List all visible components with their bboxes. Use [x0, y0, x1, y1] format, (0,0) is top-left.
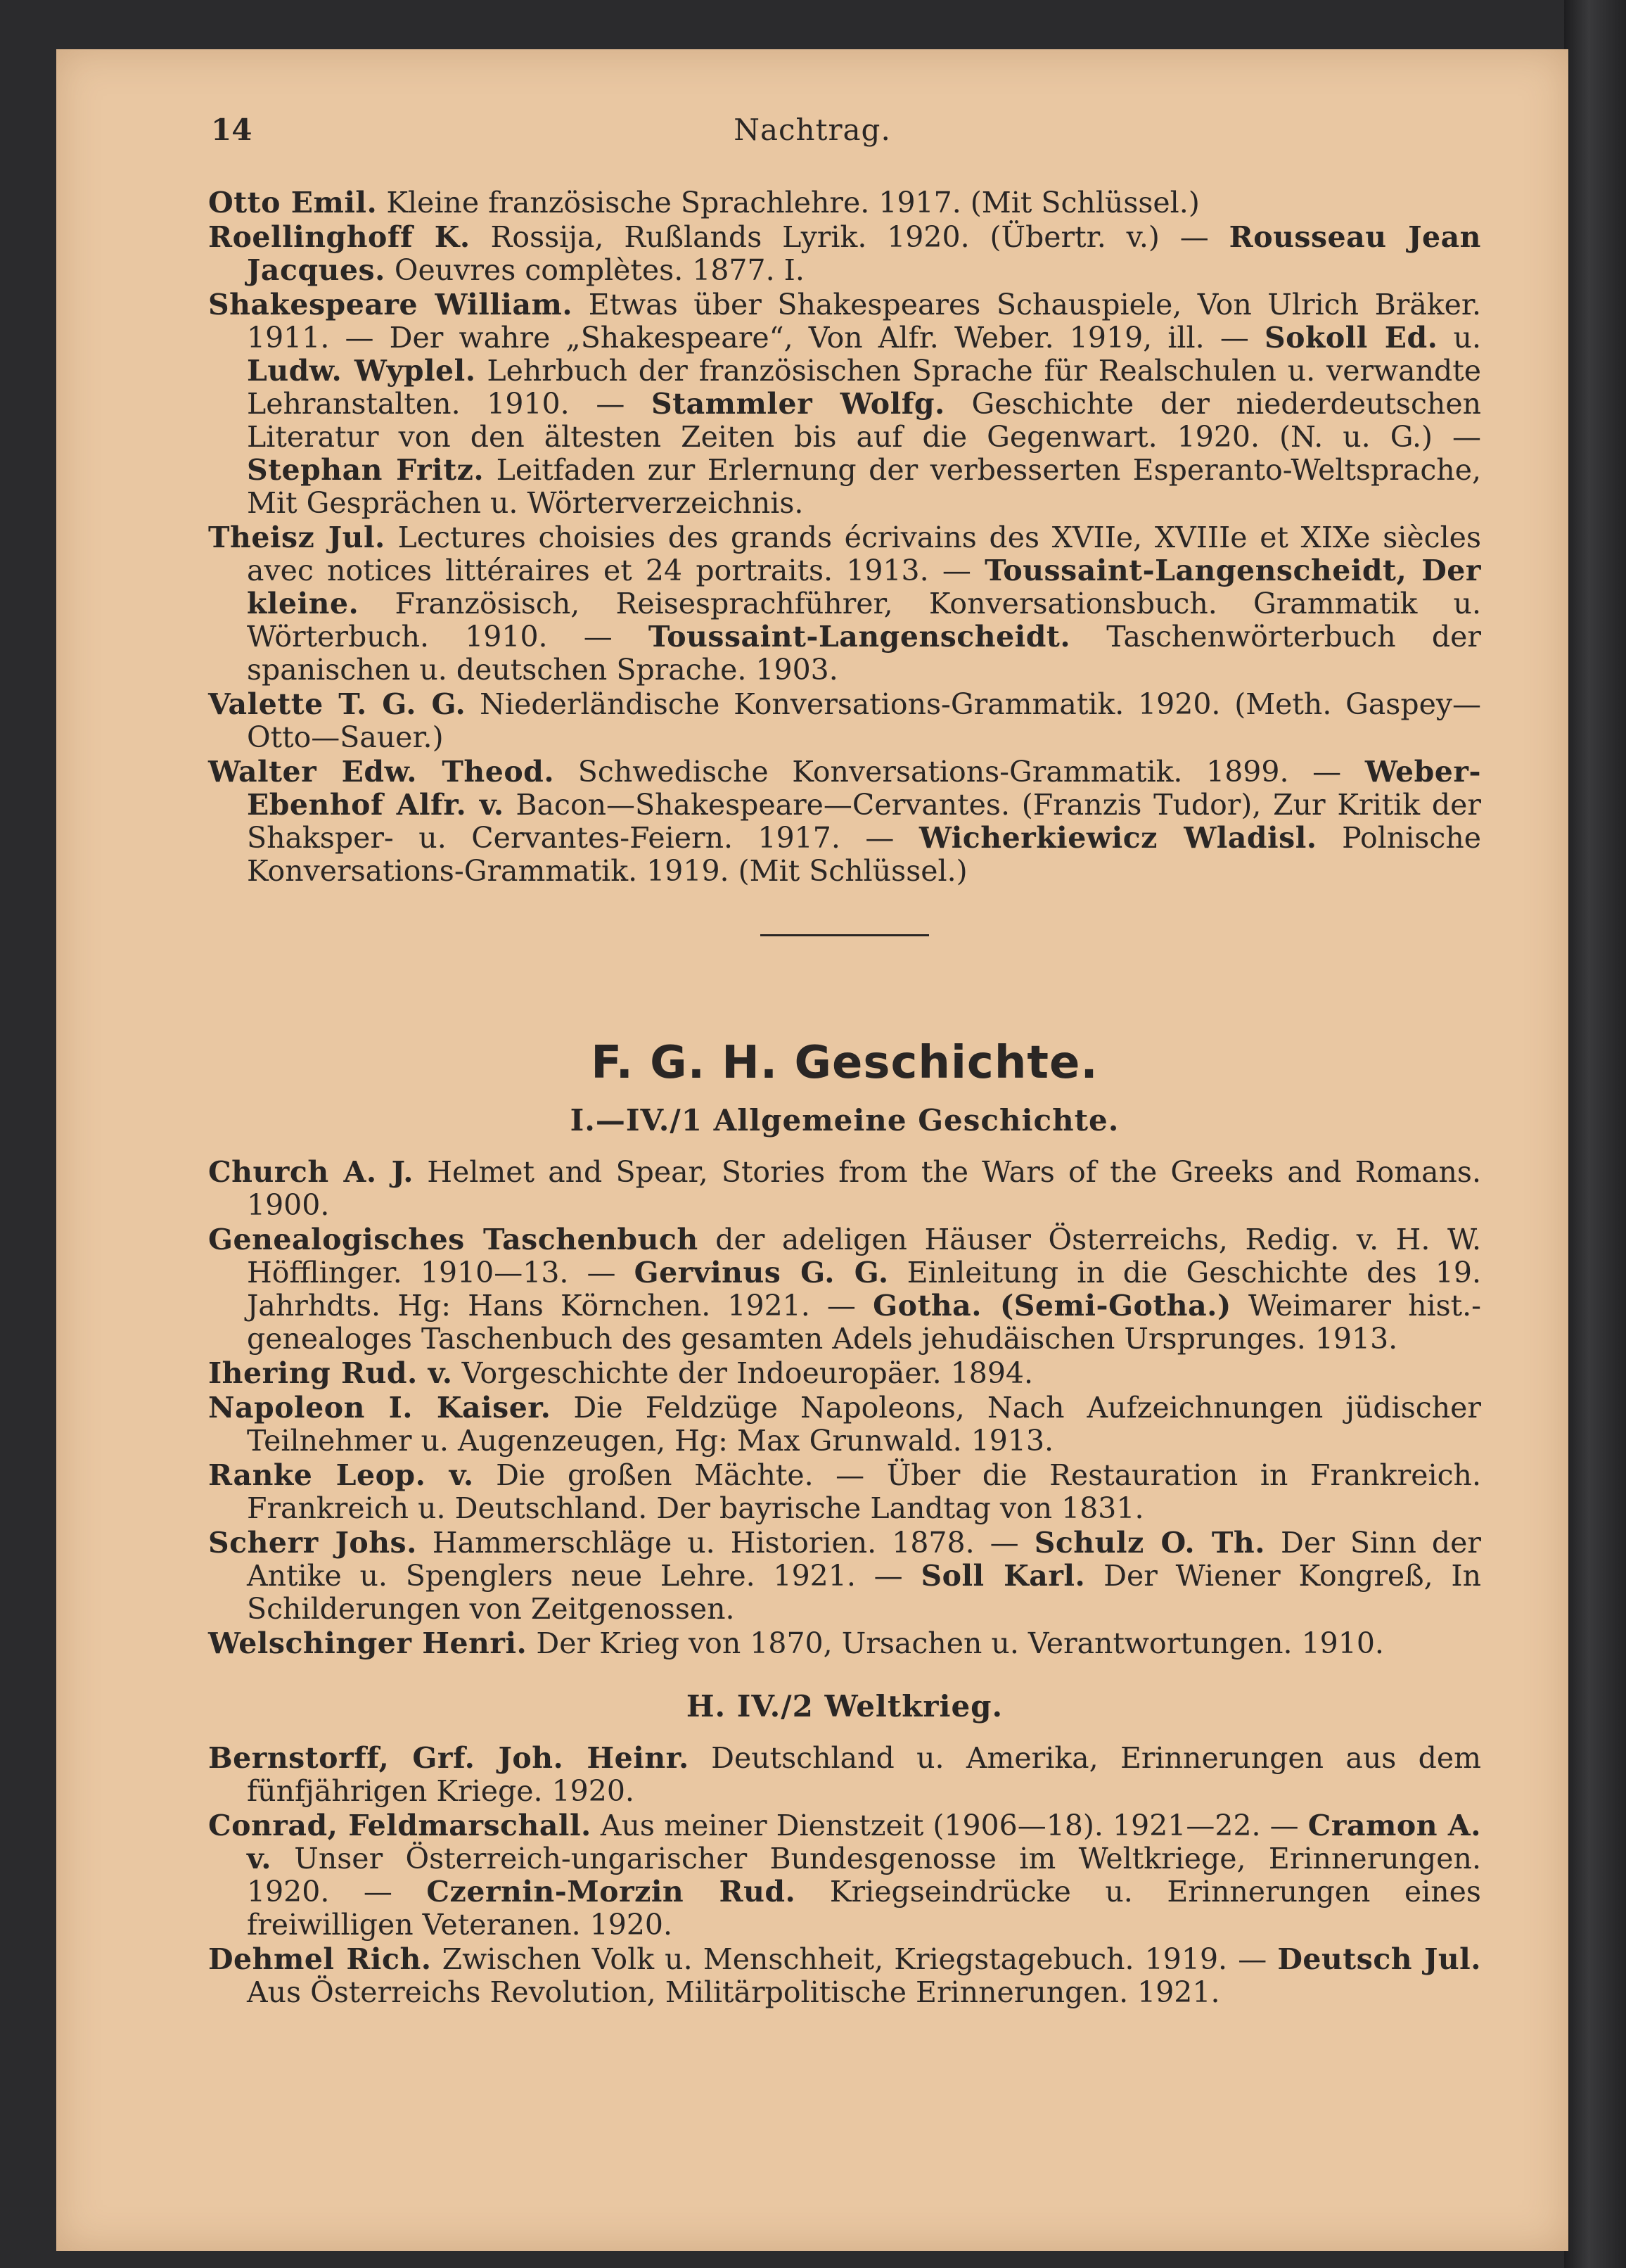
bibliography-entry	[208, 1156, 1481, 1222]
entry-text: Leitfaden zur Erlernung der verbesserten Esperanto-Weltsprache, Mit Gesprächen u. Wörterverzeichnis.	[247, 453, 1481, 520]
entry-text: Taschenwörterbuch der spanischen u. deutschen Sprache. 1903.	[247, 620, 1481, 687]
entry-text: Bacon—Shakespeare—Cervantes. (Franzis Tudor), Zur Kritik der Shaksper- u. Cervantes-Feiern. 1917. —	[247, 788, 1481, 855]
entry-author: Walter Edw. Theod.	[208, 755, 555, 789]
entry-text: Lehrbuch der französischen Sprache für Realschulen u. verwandte Lehranstalten. 1910. —	[247, 354, 1481, 421]
entry-author: Toussaint-Langenscheidt.	[648, 620, 1071, 654]
entry-author: Scherr Johs.	[208, 1526, 417, 1560]
entry-text: Aus meiner Dienstzeit (1906—18). 1921—22. —	[591, 1809, 1308, 1842]
entry-text: der adeligen Häuser Österreichs, Redig. v. H. W. Höfflinger. 1910—13. —	[247, 1223, 1481, 1289]
entry-text: Der Sinn der Antike u. Spenglers neue Lehre. 1921. —	[247, 1526, 1481, 1593]
entry-text: u.	[1438, 321, 1481, 355]
bibliography-entry	[208, 186, 1481, 219]
entry-author: Church A. J.	[208, 1155, 414, 1189]
entry-text: Rossija, Rußlands Lyrik. 1920. (Übertr. v.) —	[470, 220, 1229, 254]
bibliography-entry	[208, 688, 1481, 754]
entry-author: Theisz Jul.	[208, 521, 385, 554]
geschichte-list	[208, 1156, 1481, 1660]
entry-text: Der Wiener Kongreß, In Schilderungen von Zeitgenossen.	[247, 1559, 1482, 1626]
entry-text: Hammerschläge u. Historien. 1878. —	[416, 1526, 1035, 1560]
entry-text: Einleitung in die Geschichte des 19. Jahrhdts. Hg: Hans Körnchen. 1921. —	[247, 1256, 1481, 1323]
nachtrag-list	[208, 186, 1481, 888]
entry-author: Deutsch Jul.	[1277, 1942, 1482, 1976]
entry-author: Cramon A. v.	[247, 1809, 1482, 1875]
entry-text: Unser Österreich-ungarischer Bundesgenosse im Weltkriege, Erinnerungen. 1920. —	[247, 1842, 1481, 1909]
entry-text: Niederländische Konversations-Grammatik. 1920. (Meth. Gaspey—Otto—Sauer.)	[247, 687, 1481, 754]
entry-author: Schulz O. Th.	[1034, 1526, 1266, 1560]
subsection-title-allgemeine: I.—IV./1 Allgemeine Geschichte.	[570, 1103, 1120, 1138]
book-page	[56, 49, 1568, 2251]
entry-author: Genealogisches Taschenbuch	[208, 1223, 698, 1256]
page-header	[56, 113, 1568, 162]
book-binding	[1564, 0, 1626, 2268]
entry-author: Conrad, Feldmarschall.	[208, 1809, 591, 1842]
bibliography-entry	[208, 221, 1481, 287]
entry-author: Toussaint-Langenscheidt, Der kleine.	[247, 554, 1481, 620]
page-number: 14	[211, 113, 252, 147]
entry-text: Kriegseindrücke u. Erinnerungen eines freiwilligen Veteranen. 1920.	[247, 1875, 1481, 1942]
entry-author: Stammler Wolfg.	[651, 387, 945, 421]
entry-author: Otto Emil.	[208, 186, 378, 219]
entry-author: Wicherkiewicz Wladisl.	[918, 821, 1317, 855]
entry-author: Ranke Leop. v.	[208, 1458, 474, 1492]
entry-text: Lectures choisies des grands écrivains des XVIIe, XVIIIe et XIXe siècles avec notices littéraires et 24 portraits. 1913. —	[247, 521, 1481, 587]
bibliography-entry	[208, 1357, 1481, 1390]
section-title: F. G. H. Geschichte.	[591, 1037, 1099, 1089]
entry-text: Schwedische Konversations-Grammatik. 1899. —	[554, 755, 1365, 789]
bibliography-entry	[208, 1391, 1481, 1458]
entry-author: Ludw. Wyplel.	[247, 354, 476, 388]
entry-text: Helmet and Spear, Stories from the Wars of the Greeks and Romans. 1900.	[247, 1155, 1482, 1222]
page-content	[208, 186, 1481, 2011]
entry-text: Die Feldzüge Napoleons, Nach Aufzeichnungen jüdischer Teilnehmer u. Augenzeugen, Hg: Max Grunwald. 1913.	[247, 1391, 1481, 1458]
entry-author: Rousseau Jean Jacques.	[247, 220, 1481, 287]
bibliography-entry	[208, 756, 1481, 888]
entry-author: Czernin-Morzin Rud.	[426, 1875, 796, 1909]
entry-text: Die großen Mächte. — Über die Restauration in Frankreich. Frankreich u. Deutschland. Der bayrische Landtag von 1831.	[247, 1458, 1481, 1525]
entry-text: Deutschland u. Amerika, Erinnerungen aus dem fünfjährigen Kriege. 1920.	[247, 1741, 1481, 1808]
bibliography-entry	[208, 1742, 1481, 1808]
bibliography-entry	[208, 1627, 1481, 1660]
bibliography-entry	[208, 1459, 1481, 1525]
entry-author: Ihering Rud. v.	[208, 1356, 453, 1390]
entry-author: Stephan Fritz.	[247, 453, 485, 487]
bibliography-entry	[208, 1943, 1481, 2009]
entry-text: Weimarer hist.-genealoges Taschenbuch des gesamten Adels jehudäischen Ursprunges. 1913.	[247, 1289, 1481, 1356]
entry-text: Französisch, Reisesprachführer, Konversationsbuch. Grammatik u. Wörterbuch. 1910. —	[247, 587, 1481, 654]
bibliography-entry	[208, 1527, 1481, 1626]
entry-text: Der Krieg von 1870, Ursachen u. Verantwortungen. 1910.	[527, 1626, 1384, 1660]
entry-author: Soll Karl.	[921, 1559, 1086, 1593]
bibliography-entry	[208, 288, 1481, 520]
bibliography-entry	[208, 521, 1481, 687]
entry-text: Aus Österreichs Revolution, Militärpolitische Erinnerungen. 1921.	[247, 1975, 1220, 2009]
entry-author: Napoleon I. Kaiser.	[208, 1391, 551, 1425]
weltkrieg-list	[208, 1742, 1481, 2009]
entry-text: Vorgeschichte der Indoeuropäer. 1894.	[452, 1356, 1034, 1390]
section-divider	[760, 934, 929, 936]
entry-text: Polnische Konversations-Grammatik. 1919. (Mit Schlüssel.)	[247, 821, 1481, 888]
bibliography-entry	[208, 1223, 1481, 1356]
subsection-title-weltkrieg: H. IV./2 Weltkrieg.	[686, 1689, 1004, 1724]
entry-author: Dehmel Rich.	[208, 1942, 432, 1976]
entry-author: Roellinghoff K.	[208, 220, 470, 254]
entry-author: Gervinus G. G.	[634, 1256, 889, 1289]
entry-author: Shakespeare William.	[208, 288, 573, 321]
entry-text: Etwas über Shakespeares Schauspiele, Von Ulrich Bräker. 1911. — Der wahre „Shakespeare“, Von Alfr. Weber. 1919, ill. —	[247, 288, 1482, 355]
entry-author: Sokoll Ed.	[1264, 321, 1438, 355]
entry-author: Welschinger Henri.	[208, 1626, 527, 1660]
entry-author: Valette T. G. G.	[208, 687, 466, 721]
running-title: Nachtrag.	[734, 113, 891, 147]
entry-author: Bernstorff, Grf. Joh. Heinr.	[208, 1741, 689, 1775]
entry-text: Kleine französische Sprachlehre. 1917. (Mit Schlüssel.)	[377, 186, 1200, 219]
entry-text: Zwischen Volk u. Menschheit, Kriegstagebuch. 1919. —	[431, 1942, 1278, 1976]
entry-author: Weber-Ebenhof Alfr. v.	[247, 755, 1481, 822]
bibliography-entry	[208, 1809, 1481, 1942]
entry-text: Geschichte der niederdeutschen Literatur von den ältesten Zeiten bis auf die Gegenwart. 1920. (N. u. G.) —	[247, 387, 1481, 454]
entry-text: Oeuvres complètes. 1877. I.	[385, 253, 805, 287]
entry-author: Gotha. (Semi-Gotha.)	[873, 1289, 1231, 1323]
